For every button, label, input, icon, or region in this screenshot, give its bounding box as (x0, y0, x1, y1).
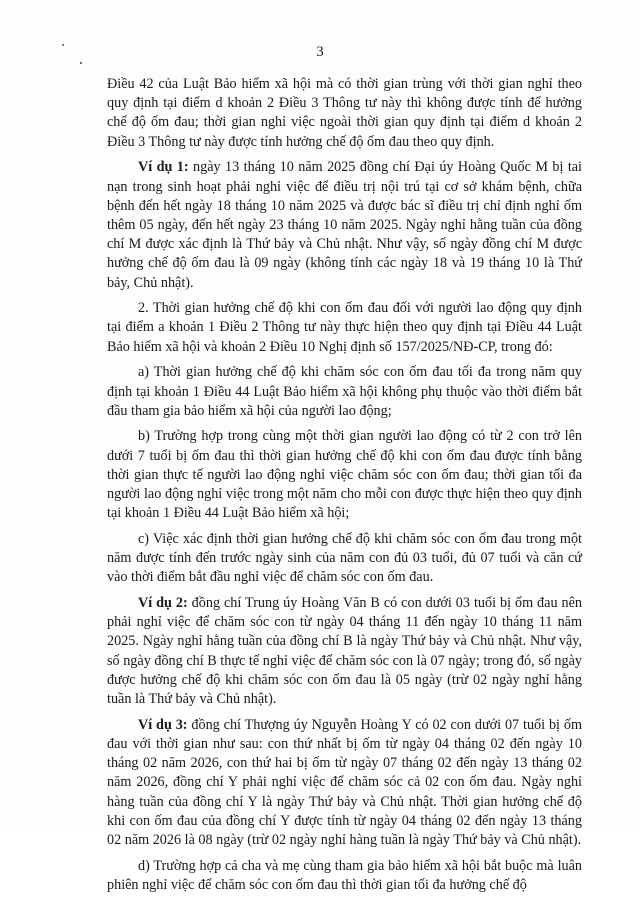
paragraph-text: đồng chí Trung úy Hoàng Văn B có con dưới 03 tuổi bị ốm đau nên phải nghỉ việc để chăm sóc con từ ngày 04 tháng 11 đến ngày 10 tháng 11 năm 2025. Ngày nghỉ hằng tuần của đồng chí B là ngày Thứ bảy và Chủ nhật. Như vậy, số ngày đồng chí B thực tế nghỉ việc để chăm sóc con là 07 ngày; trong đó, số ngày được hưởng chế độ khi chăm sóc con ốm đau là 05 ngày (trừ 02 ngày nghỉ hằng tuần là Thứ bảy và Chủ nhật). (107, 595, 582, 708)
paragraph (107, 158, 582, 292)
paragraph (107, 427, 582, 523)
paragraph-text: a) Thời gian hưởng chế độ khi chăm sóc con ốm đau tối đa trong năm quy định tại khoản 1 Điều 44 Luật Bảo hiểm xã hội không phụ thuộc vào thời điểm bắt đầu tham gia bảo hiểm xã hội của người lao động; (107, 364, 582, 419)
paragraph (107, 857, 582, 895)
paragraph (107, 594, 582, 709)
paragraph-text: b) Trường hợp trong cùng một thời gian người lao động có từ 2 con trở lên dưới 7 tuổi bị ốm đau thì thời gian hưởng chế độ khi con ốm đau được tính bằng thời gian thực tế người lao động nghỉ việc chăm sóc con ốm đau; thời gian tối đa người lao động nghỉ việc trong một năm cho mỗi con được thực hiện theo quy định tại khoản 1 Điều 44 Luật Bảo hiểm xã hội; (107, 428, 582, 522)
paragraph-text: đồng chí Thượng úy Nguyễn Hoàng Y có 02 con dưới 07 tuổi bị ốm đau với thời gian như sau: con thứ nhất bị ốm từ ngày 04 tháng 02 đến ngày 10 tháng 02 năm 2026, con thứ hai bị ốm từ ngày 07 tháng 02 đến ngày 13 tháng 02 năm 2026, đồng chí Y phải nghỉ việc để chăm sóc cả 02 con ốm đau. Ngày nghỉ hàng tuần của đồng chí Y là ngày Thứ bảy và Chủ nhật. Thời gian hưởng chế độ khi con ốm đau của đồng chí Y được tính từ ngày 04 tháng 02 đến ngày 13 tháng 02 năm 2026 là 08 ngày (trừ 02 ngày nghỉ hàng tuần là ngày Thứ bảy và Chủ nhật). (107, 716, 582, 849)
scan-speck (80, 62, 82, 64)
example-label: Ví dụ 1: (138, 159, 189, 176)
paragraph-text: d) Trường hợp cả cha và mẹ cùng tham gia bảo hiểm xã hội bắt buộc mà luân phiên nghỉ việc để chăm sóc con ốm đau thì thời gian tối đa hưởng chế độ (107, 857, 582, 893)
page-number: 3 (316, 44, 324, 60)
example-label: Ví dụ 2: (138, 595, 188, 612)
paragraph-text: Điều 42 của Luật Bảo hiểm xã hội mà có thời gian trùng với thời gian nghỉ theo quy định tại điểm d khoản 2 Điều 3 Thông tư này thì không được tính để hưởng chế độ ốm đau; thời gian nghỉ việc ngoài thời gian quy định tại điểm d khoản 2 Điều 3 Thông tư này được tính hưởng chế độ ốm đau theo quy định. (107, 76, 582, 150)
paragraph-text: c) Việc xác định thời gian hưởng chế độ khi chăm sóc con ốm đau trong một năm được tính đến trước ngày sinh của năm con đủ 03 tuổi, đủ 07 tuổi và căn cứ vào thời điểm bắt đầu nghỉ việc để chăm sóc con ốm đau. (107, 530, 582, 586)
paragraph-text: 2. Thời gian hưởng chế độ khi con ốm đau đối với người lao động quy định tại điểm a khoản 1 Điều 2 Thông tư này thực hiện theo quy định tại Điều 44 Luật Bảo hiểm xã hội và khoản 2 Điều 10 Nghị định số 157/2025/NĐ-CP, trong đó: (107, 300, 582, 355)
example-label: Ví dụ 3: (138, 716, 188, 733)
paragraph-text: ngày 13 tháng 10 năm 2025 đồng chí Đại úy Hoàng Quốc M bị tai nạn trong sinh hoạt phải nghỉ việc để điều trị nội trú tại cơ sở khám bệnh, chữa bệnh đến hết ngày 18 tháng 10 năm 2025 và được bác sĩ điều trị chỉ định nghỉ ốm thêm 05 ngày, đến hết ngày 23 tháng 10 năm 2025. Ngày nghỉ hằng tuần của đồng chí M được xác định là Thứ bảy và Chủ nhật. Như vậy, số ngày đồng chí M được hưởng chế độ ốm đau là 09 ngày (không tính các ngày 18 và 19 tháng 10 là Thứ bảy, Chủ nhật). (107, 159, 582, 291)
paragraph (107, 363, 582, 421)
paragraph (107, 716, 582, 850)
paragraph (107, 75, 582, 152)
paragraph (107, 530, 582, 588)
document-body (107, 75, 582, 902)
paragraph (107, 299, 582, 357)
